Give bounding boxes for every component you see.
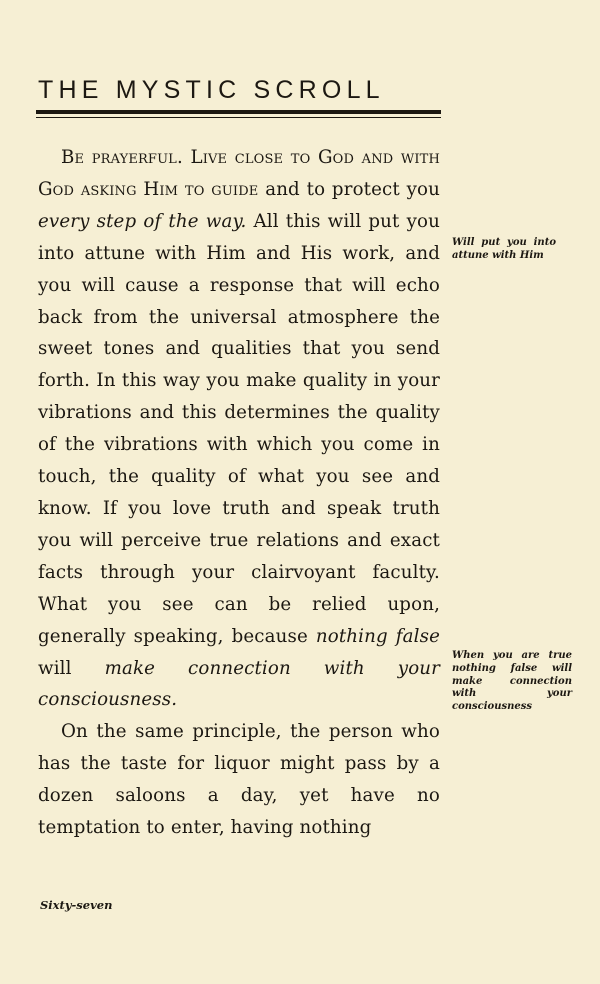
paragraph-1-lead: Be prayerful. Live close to God and with God asking Him to guide xyxy=(38,147,440,200)
header-rule-thick xyxy=(36,110,441,114)
margin-note-2: When you are true nothing false will make connection with your consciousness xyxy=(452,650,572,713)
paragraph-1-text-b: All this will put you into attune with Him and His work, and you will cause a response that will echo back from the universal atmosphere the sweet tones and qualities that you send forth. In this way you make quality in your vibrations and this determines the quality of the vibrations with which you come in touch, the quality of what you see and know. If you love truth and speak truth you will perceive true relations and exact facts through your clairvoyant faculty. What you see can be relied upon, generally speaking, because xyxy=(38,210,440,647)
paragraph-1-emphasis-2: nothing false xyxy=(315,625,440,647)
paragraph-1-text-a: and to protect you xyxy=(258,178,440,200)
paragraph-1-emphasis-1: every step of the way. xyxy=(38,210,247,232)
body-text xyxy=(38,142,440,844)
paragraph-2: On the same principle, the person who has the taste for liquor might pass by a dozen saloons a day, yet have no temptation to enter, having nothing xyxy=(38,721,440,839)
page-header-title: THE MYSTIC SCROLL xyxy=(38,76,385,104)
header-rule-thin xyxy=(36,117,441,118)
page-number: Sixty-seven xyxy=(40,898,113,912)
paragraph-1-emphasis-3: make connection with your consciousness. xyxy=(38,657,440,711)
margin-note-1: Will put you into attune with Him xyxy=(452,237,556,261)
paragraph-1 xyxy=(38,142,440,716)
paragraph-1-text-c: will xyxy=(38,657,105,679)
